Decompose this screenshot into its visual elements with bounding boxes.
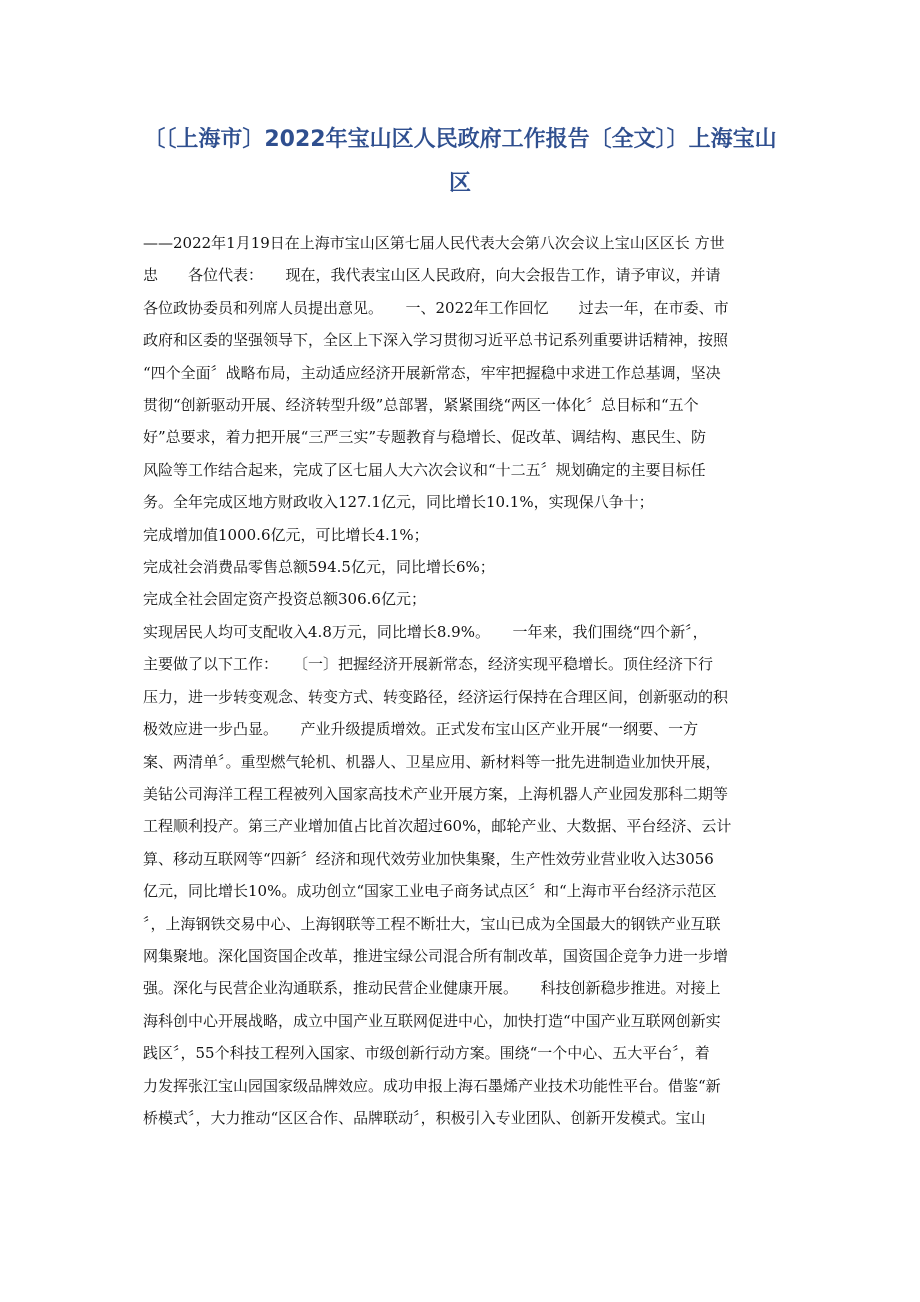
body-line: 亿元，同比增长10%。成功创立“国家工业电子商务试点区〞和“上海市平台经济示范区	[143, 882, 717, 901]
body-line: 算、移动互联网等“四新〞经济和现代效劳业加快集聚，生产性效劳业营业收入达3056	[143, 849, 714, 868]
body-line: 风险等工作结合起来，完成了区七届人大六次会议和“十二五〞规划确定的主要目标任	[143, 460, 706, 479]
body-line: 工程顺利投产。第三产业增加值占比首次超过60%，邮轮产业、大数据、平台经济、云计	[143, 817, 732, 836]
body-line: 践区〞，55个科技工程列入国家、市级创新行动方案。围绕“一个中心、五大平台〞，着	[143, 1044, 710, 1063]
body-line: 完成全社会固定资产投资总额306.6亿元；	[143, 590, 426, 609]
body-line: 忠 各位代表： 现在，我代表宝山区人民政府，向大会报告工作，请予审议，并请	[143, 266, 721, 285]
body-line: 压力，进一步转变观念、转变方式、转变路径，经济运行保持在合理区间，创新驱动的积	[143, 687, 729, 706]
body-line: 桥模式〞，大力推动“区区合作、品牌联动〞，积极引入专业团队、创新开发模式。宝山	[143, 1108, 706, 1127]
body-line: 〞，上海钢铁交易中心、上海钢联等工程不断壮大，宝山已成为全国最大的钢铁产业互联	[143, 914, 721, 933]
body-line: ——2022年1月19日在上海市宝山区第七届人民代表大会第八次会议上宝山区区长 方世	[143, 234, 725, 252]
body-line: 完成增加值1000.6亿元，可比增长4.1%；	[143, 525, 429, 544]
body-line: 强。深化与民营企业沟通联系，推动民营企业健康开展。 科技创新稳步推进。对接上	[143, 979, 721, 998]
body-line: 力发挥张江宝山园国家级品牌效应。成功申报上海石墨烯产业技术功能性平台。借鉴“新	[143, 1076, 721, 1095]
body-line: 海科创中心开展战略，成立中国产业互联网促进中心，加快打造“中国产业互联网创新实	[143, 1011, 721, 1030]
body-line: 好”总要求，着力把开展“三严三实”专题教育与稳增长、促改革、调结构、惠民生、防	[143, 428, 707, 447]
body-line: 案、两清单〞。重型燃气轮机、机器人、卫星应用、新材料等一批先进制造业加快开展，	[143, 752, 721, 771]
body-line: 政府和区委的坚强领导下，全区上下深入学习贯彻习近平总书记系列重要讲话精神，按照	[143, 331, 729, 350]
body-line: 美钻公司海洋工程工程被列入国家高技术产业开展方案，上海机器人产业园发那科二期等	[143, 784, 729, 803]
body-line: 实现居民人均可支配收入4.8万元，同比增长8.9%。 一年来，我们围绕“四个新〞，	[143, 622, 708, 641]
body-line: “四个全面〞战略布局，主动适应经济开展新常态，牢牢把握稳中求进工作总基调，坚决	[143, 363, 721, 382]
body-line: 极效应进一步凸显。 产业升级提质增效。正式发布宝山区产业开展“一纲要、一方	[143, 720, 699, 739]
body-line: 主要做了以下工作： 〔一〕把握经济开展新常态，经济实现平稳增长。顶住经济下行	[143, 655, 714, 674]
document-body	[143, 227, 779, 1134]
document-title: 〔〔上海市〕2022年宝山区人民政府工作报告〔全文〕〕上海宝山区	[143, 127, 777, 196]
body-line: 各位政协委员和列席人员提出意见。 一、2022年工作回忆 过去一年，在市委、市	[143, 298, 729, 317]
body-line: 网集聚地。深化国资国企改革，推进宝绿公司混合所有制改革，国资国企竞争力进一步增	[143, 946, 729, 965]
body-line: 完成社会消费品零售总额594.5亿元，同比增长6%；	[143, 558, 495, 577]
body-line: 务。全年完成区地方财政收入127.1亿元，同比增长10.1%，实现保八争十；	[143, 493, 654, 512]
body-line: 贯彻“创新驱动开展、经济转型升级”总部署，紧紧围绕“两区一体化〞总目标和“五个	[143, 396, 699, 415]
